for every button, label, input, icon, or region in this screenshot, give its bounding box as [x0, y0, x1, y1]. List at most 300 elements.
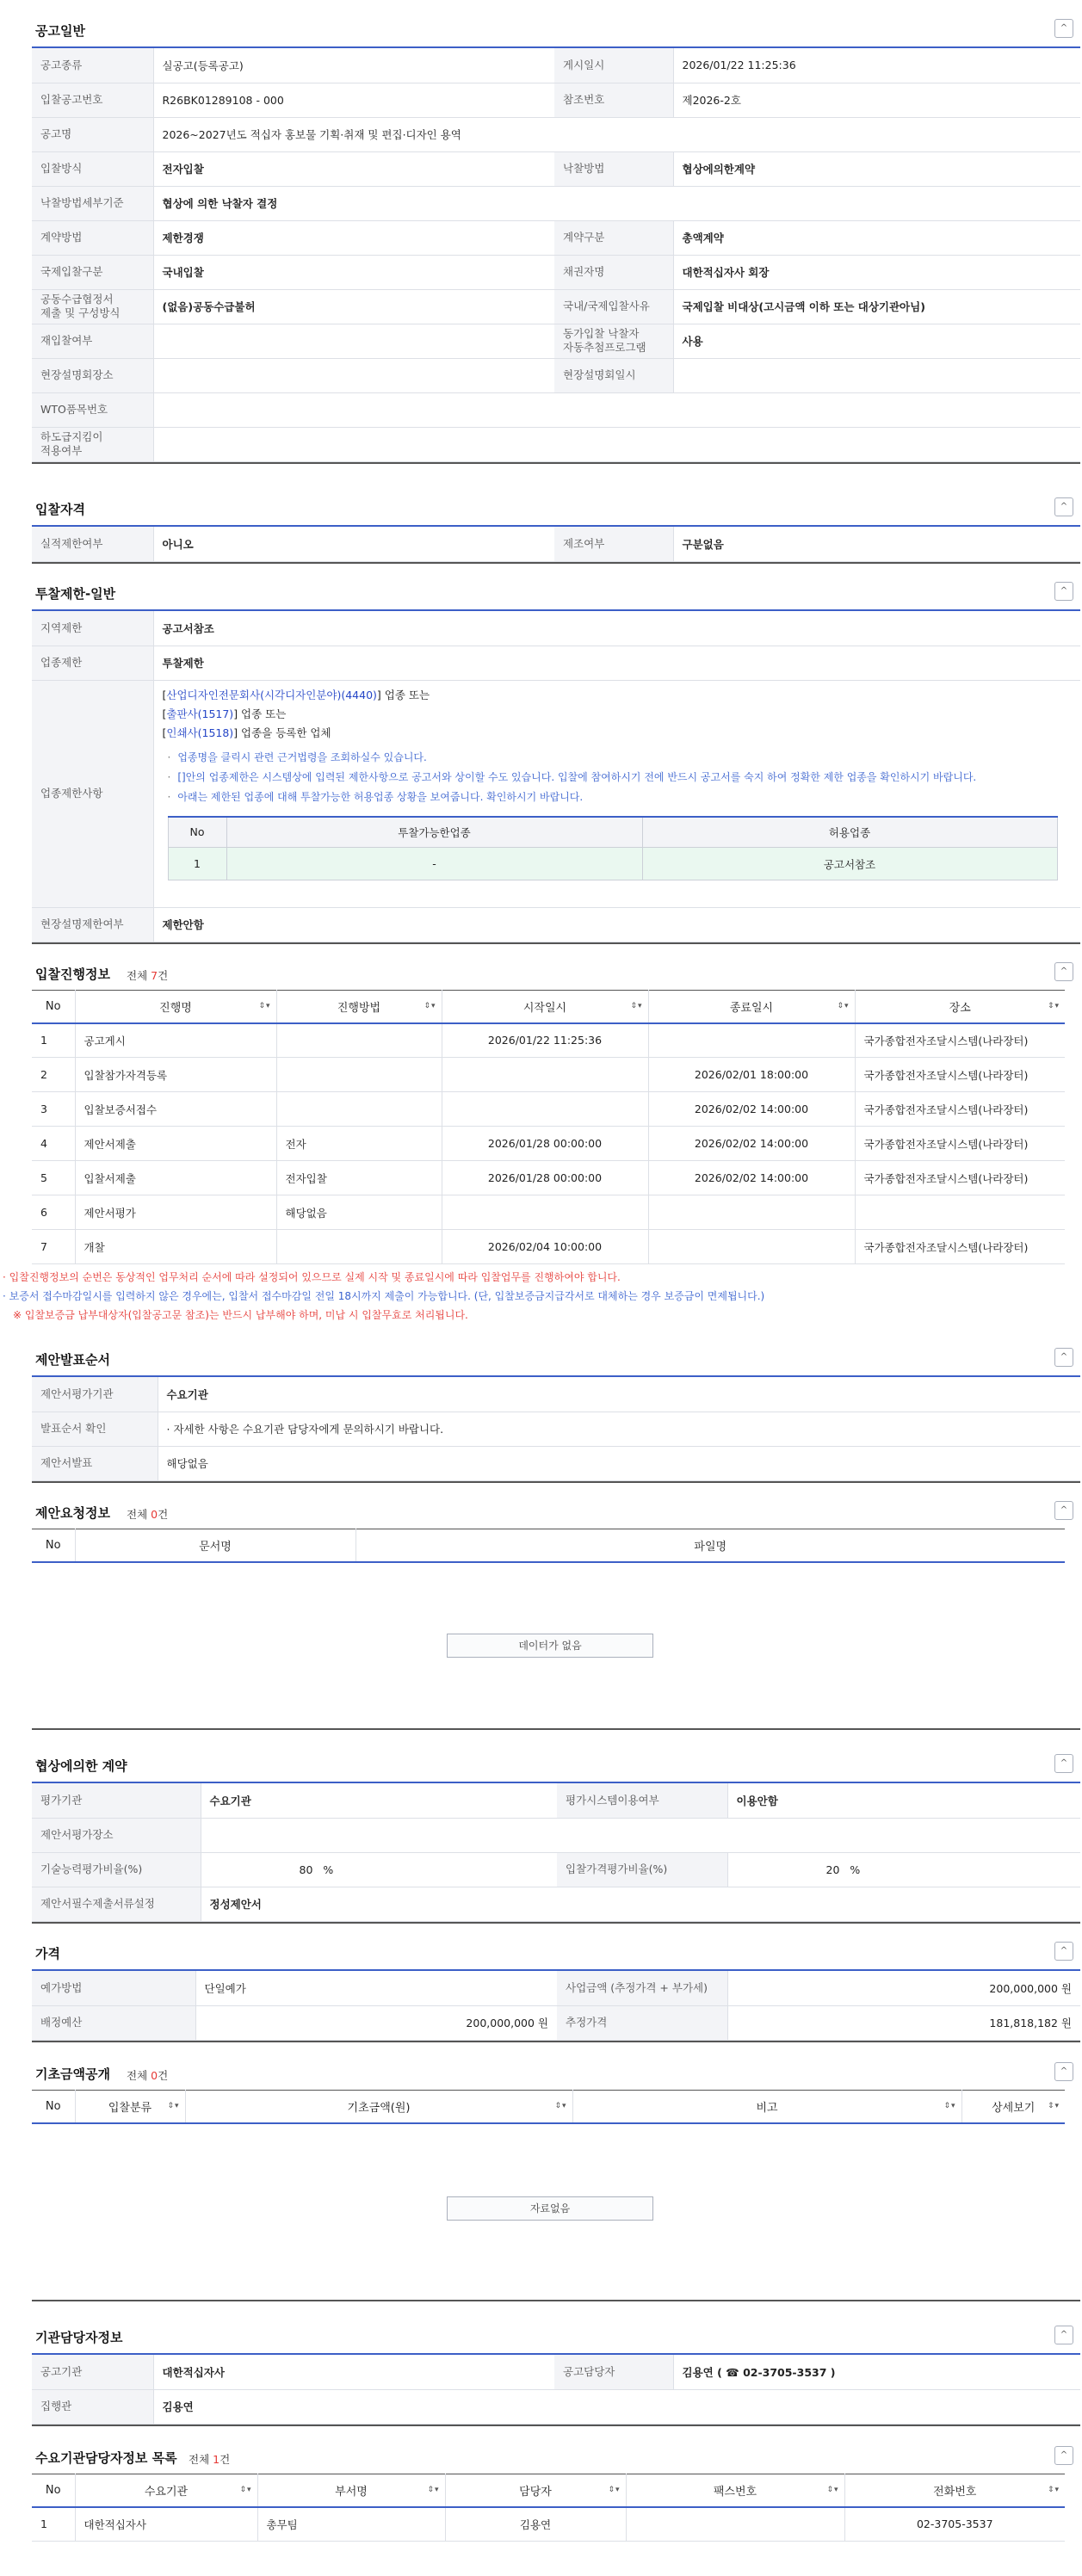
column-header[interactable] [855, 991, 1065, 1023]
header-label: 기초금액(원) [347, 2101, 411, 2115]
cell: 5 [32, 1161, 75, 1195]
header-label: 진행명 [159, 1001, 192, 1015]
industry-link[interactable]: 산업디자인전문회사(시각디자인분야)(4440) [166, 688, 377, 701]
industry-link[interactable]: 인쇄사(1518) [166, 726, 234, 739]
value: 김용연 ( ☎ 02-3705-3537 ) [673, 2355, 1080, 2389]
cell: 제안서제출 [75, 1127, 276, 1161]
bracket: [ [162, 726, 167, 739]
bracket: [ [162, 688, 167, 701]
table-row [32, 1230, 1065, 1264]
label: 추정가격 [557, 2005, 727, 2040]
sort-filter-icon[interactable]: ⇕▾ [167, 2102, 180, 2110]
column-header [32, 2091, 75, 2123]
table-row [32, 1195, 1065, 1230]
section-presentation [32, 1341, 1080, 1483]
cell: 입찰서제출 [75, 1161, 276, 1195]
header-label: 전화번호 [933, 2485, 977, 2499]
column-header[interactable] [572, 2091, 961, 2123]
label: 공고담당자 [554, 2355, 673, 2389]
sort-filter-icon[interactable]: ⇕▾ [1047, 2486, 1060, 2494]
label-line: 동가입찰 낙찰자 [563, 327, 640, 340]
base-amount-table [32, 2090, 1065, 2124]
cell: 1 [32, 2507, 75, 2542]
count-prefix: 전체 [127, 2069, 148, 2082]
label: 현장설명회장소 [32, 358, 153, 392]
collapse-toggle-icon[interactable]: ^ [1054, 582, 1073, 601]
cell: 국가종합전자조달시스템(나라장터) [855, 1230, 1065, 1264]
value: 181,818,182 원 [727, 2005, 1080, 2040]
section-qualification [32, 491, 1080, 564]
table-row [32, 1023, 1065, 1058]
header-label: No [45, 2099, 61, 2113]
label: 지역제한 [32, 611, 153, 646]
value: 총액계약 [673, 220, 1080, 255]
collapse-toggle-icon[interactable]: ^ [1054, 1942, 1073, 1961]
label: 채권자명 [554, 255, 673, 289]
sort-filter-icon[interactable]: ⇕▾ [1047, 1002, 1060, 1010]
record-count [127, 967, 168, 983]
value: 2026/01/22 11:25:36 [673, 48, 1080, 83]
count-prefix: 전체 [127, 969, 148, 982]
label: 제안서평가장소 [32, 1818, 201, 1852]
cell [442, 1092, 648, 1127]
collapse-toggle-icon[interactable]: ^ [1054, 1501, 1073, 1520]
value: 대한적십자사 회장 [673, 255, 1080, 289]
agency-table [32, 2355, 1080, 2425]
ratio-unit: % [850, 1863, 861, 1876]
note-line: · 입찰진행정보의 순번은 동상적인 업무처리 순서에 따라 설정되어 있으므로 실제 시작 및 종료일시에 따라 입찰업무를 진행하여야 합니다. [3, 1271, 621, 1283]
value: 제2026-2호 [673, 83, 1080, 117]
cell: 1 [168, 848, 226, 880]
price-table [32, 1971, 1080, 2041]
ratio-unit: % [323, 1863, 334, 1876]
section-demand [32, 2439, 1080, 2542]
empty-message: 데이터가 없음 [447, 1634, 653, 1658]
collapse-toggle-icon[interactable]: ^ [1054, 2062, 1073, 2081]
column-header: 파일명 [356, 1529, 1065, 1562]
cell [648, 1023, 855, 1058]
table-row [32, 2507, 1065, 2542]
label: 제안서평가기관 [32, 1377, 158, 1412]
value: 수요기관 [201, 1783, 557, 1818]
header-label: 장소 [949, 1001, 971, 1015]
cell: 2026/02/02 14:00:00 [648, 1092, 855, 1127]
header-label: No [45, 999, 61, 1013]
column-header[interactable] [75, 991, 276, 1023]
column-header[interactable] [445, 2474, 626, 2507]
label: 국제입찰구분 [32, 255, 153, 289]
value: · 자세한 사항은 수요기관 담당자에게 문의하시기 바랍니다. [158, 1412, 1080, 1446]
section-title: 입찰자격 [35, 502, 85, 517]
cell: 개찰 [75, 1230, 276, 1264]
bracket: [ [162, 707, 167, 720]
label: 기술능력평가비율(%) [32, 1852, 201, 1887]
label: 낙찰방법세부기준 [32, 186, 153, 220]
label: 국내/국제입찰사유 [554, 289, 673, 324]
header-label: 진행방법 [337, 1001, 381, 1015]
collapse-toggle-icon[interactable]: ^ [1054, 19, 1073, 38]
qualification-table [32, 527, 1080, 562]
cell: 7 [32, 1230, 75, 1264]
label: 제안서필수제출서류설정 [32, 1887, 201, 1921]
value: 전자입찰 [153, 151, 554, 186]
label: 현장설명회일시 [554, 358, 673, 392]
sort-filter-icon[interactable]: ⇕▾ [608, 2486, 621, 2494]
section-progress [3, 955, 1080, 1325]
industry-suffix: ] 업종을 등록한 업체 [233, 726, 331, 739]
value [153, 392, 1080, 427]
collapse-toggle-icon[interactable]: ^ [1054, 1348, 1073, 1367]
record-count [127, 2067, 168, 2083]
label: 게시일시 [554, 48, 673, 83]
section-end-rule [32, 2425, 1080, 2426]
value: 공고서참조 [153, 611, 1080, 646]
section-title: 제안발표순서 [35, 1352, 110, 1368]
label: 배정예산 [32, 2005, 195, 2040]
label: 현장설명제한여부 [32, 907, 153, 942]
cell: 제안서평가 [75, 1195, 276, 1230]
allowed-industry-table [168, 816, 1058, 881]
label: 실적제한여부 [32, 527, 153, 561]
cell: 국가종합전자조달시스템(나라장터) [855, 1058, 1065, 1092]
header-label: No [45, 2483, 61, 2497]
cell: 2026/01/28 00:00:00 [442, 1161, 648, 1195]
cell: 대한적십자사 [75, 2507, 257, 2542]
section-title: 기초금액공개 [35, 2066, 110, 2082]
cell: 국가종합전자조달시스템(나라장터) [855, 1092, 1065, 1127]
label: 계약방법 [32, 220, 153, 255]
sort-filter-icon[interactable]: ⇕▾ [837, 1002, 850, 1010]
note-text: 보증서 접수마감일시를 입력하지 않은 경우에는, 입찰서 접수마감일 전일 18시까지 제출이 가능합니다. (단, 입찰보증금지급각서로 대체하는 경우 보증금이 면제됩니다.) [9, 1290, 765, 1302]
cell: 3 [32, 1092, 75, 1127]
industry-line [163, 705, 1073, 724]
value [153, 358, 554, 392]
cell: 2 [32, 1058, 75, 1092]
cell: 총무팀 [257, 2507, 445, 2542]
cell: 6 [32, 1195, 75, 1230]
label: 제조여부 [554, 527, 673, 561]
industry-suffix: ] 업종 또는 [376, 688, 430, 701]
cell: 2026/01/28 00:00:00 [442, 1127, 648, 1161]
header-label: 시작일시 [522, 1001, 567, 1015]
sort-filter-icon[interactable]: ⇕▾ [427, 2486, 440, 2494]
label: 공고명 [32, 117, 153, 151]
cell: 2026/02/01 18:00:00 [648, 1058, 855, 1092]
section-end-rule [32, 1922, 1080, 1924]
section-title: 제안요청정보 [35, 1505, 110, 1521]
label: 공고기관 [32, 2355, 153, 2389]
count-prefix: 전체 [127, 1508, 148, 1521]
count-suffix: 건 [158, 2069, 169, 2082]
record-count [127, 1506, 168, 1522]
cell: 4 [32, 1127, 75, 1161]
label: 집행관 [32, 2389, 153, 2424]
value: 수요기관 [158, 1377, 1080, 1412]
column-header[interactable] [75, 2091, 185, 2123]
demand-table [32, 2474, 1065, 2542]
label-line: 제출 및 구성방식 [40, 306, 121, 319]
industry-notes [163, 748, 1073, 807]
section-general [32, 12, 1080, 464]
empty-message: 자료없음 [447, 2196, 653, 2221]
section-price [32, 1935, 1080, 2042]
collapse-toggle-icon[interactable]: ^ [1054, 1754, 1073, 1773]
value [201, 1852, 557, 1887]
section-end-rule [32, 942, 1080, 944]
negotiation-table [32, 1783, 1080, 1922]
cell: - [226, 848, 642, 880]
section-bid-limit [32, 575, 1080, 944]
note-line: ※ 입찰보증금 납부대상자(입찰공고문 참조)는 반드시 납부해야 하며, 미납 시 입찰무효로 처리됩니다. [13, 1309, 468, 1321]
section-end-rule [32, 1481, 1080, 1483]
note-item: · []안의 업종제한은 시스템상에 입력된 제한사항으로 공고서와 상이할 수도 있습니다. 입찰에 참여하시기 전에 반드시 공고서를 숙지 하여 정확한 제한 업종을 확인하시기 바랍니다. [168, 768, 1073, 788]
column-header: 문서명 [75, 1529, 356, 1562]
column-header[interactable] [442, 991, 648, 1023]
label: 사업금액 (추정가격 + 부가세) [557, 1971, 727, 2005]
progress-notes [3, 1268, 1079, 1325]
value-text: 자세한 사항은 수요기관 담당자에게 문의하시기 바랍니다. [173, 1423, 444, 1436]
header-label: 팩스번호 [713, 2485, 757, 2499]
sort-filter-icon[interactable]: ⇕▾ [258, 1002, 271, 1010]
ratio-value: 80 [299, 1863, 313, 1876]
label: 제안서발표 [32, 1446, 158, 1480]
label [32, 289, 153, 324]
section-title: 기관담당자정보 [35, 2330, 123, 2345]
industry-line [163, 686, 1073, 705]
cell: 2026/02/04 10:00:00 [442, 1230, 648, 1264]
collapse-toggle-icon[interactable]: ^ [1054, 2326, 1073, 2344]
value: 국내입찰 [153, 255, 554, 289]
cell: 입찰참가자격등록 [75, 1058, 276, 1092]
value: 제한안함 [153, 907, 1080, 942]
section-title: 협상에의한 계약 [35, 1758, 127, 1774]
cell [442, 1195, 648, 1230]
section-title: 가격 [35, 1946, 60, 1961]
label: 낙찰방법 [554, 151, 673, 186]
value [673, 358, 1080, 392]
section-title: 입찰진행정보 [35, 967, 110, 982]
value: 정성제안서 [201, 1887, 1080, 1921]
cell [276, 1023, 442, 1058]
value: 해당없음 [158, 1446, 1080, 1480]
label: 입찰공고번호 [32, 83, 153, 117]
label-line: 하도급지킴이 [40, 430, 103, 443]
value: 이용안함 [727, 1783, 1080, 1818]
sort-filter-icon[interactable]: ⇕▾ [943, 2102, 956, 2110]
cell: 2026/01/22 11:25:36 [442, 1023, 648, 1058]
value: 국제입찰 비대상(고시금액 이하 또는 대상기관아님) [673, 289, 1080, 324]
value: 협상에의한계약 [673, 151, 1080, 186]
progress-table [32, 990, 1065, 1264]
section-end-rule [32, 562, 1080, 564]
section-base-amount [32, 2055, 1080, 2296]
column-header: No [168, 817, 226, 848]
cell [626, 2507, 844, 2542]
label-line: 자동추첨프로그램 [563, 341, 646, 354]
column-header: No [32, 1529, 75, 1562]
sort-filter-icon[interactable]: ⇕▾ [630, 1002, 643, 1010]
request-docs-table [32, 1529, 1065, 1563]
bid-limit-table [32, 611, 1080, 942]
table-row [168, 848, 1057, 880]
column-header[interactable] [276, 991, 442, 1023]
cell [648, 1195, 855, 1230]
column-header: 허용업종 [642, 817, 1057, 848]
presentation-table [32, 1377, 1080, 1481]
value: 협상에 의한 낙찰자 결정 [153, 186, 1080, 220]
value: (없음)공동수급불허 [153, 289, 554, 324]
value [727, 1852, 1080, 1887]
label: 업종제한사항 [32, 680, 153, 907]
label [554, 324, 673, 358]
label: 발표순서 확인 [32, 1412, 158, 1446]
value: 대한적십자사 [153, 2355, 554, 2389]
note-item: · 업종명을 클릭시 관련 근거법령을 조회하실수 있습니다. [168, 748, 1073, 768]
cell: 전자입찰 [276, 1161, 442, 1195]
count-number: 0 [151, 1508, 158, 1521]
industry-detail [153, 680, 1080, 907]
value: 단일예가 [195, 1971, 557, 2005]
table-row [32, 1092, 1065, 1127]
sort-filter-icon[interactable]: ⇕▾ [1047, 2102, 1060, 2110]
column-header[interactable] [626, 2474, 844, 2507]
label: 입찰방식 [32, 151, 153, 186]
count-number: 1 [213, 2453, 220, 2466]
table-row [32, 1127, 1065, 1161]
label: 참조번호 [554, 83, 673, 117]
column-header: 투찰가능한업종 [226, 817, 642, 848]
cell [442, 1058, 648, 1092]
label [32, 427, 153, 461]
count-suffix: 건 [158, 1508, 169, 1521]
value: 제한경쟁 [153, 220, 554, 255]
column-header[interactable] [648, 991, 855, 1023]
label: 업종제한 [32, 646, 153, 680]
cell: 2026/02/02 14:00:00 [648, 1127, 855, 1161]
cell [855, 1195, 1065, 1230]
label-line: 적용여부 [40, 444, 83, 457]
cell: 전자 [276, 1127, 442, 1161]
label: 평가시스템이용여부 [557, 1783, 727, 1818]
section-negotiation [32, 1747, 1080, 1924]
column-header[interactable] [75, 2474, 257, 2507]
value [153, 324, 554, 358]
note-text: 입찰진행정보의 순번은 동상적인 업무처리 순서에 따라 설정되어 있으므로 실제 시작 및 종료일시에 따라 입찰업무를 진행하여야 합니다. [9, 1271, 621, 1283]
cell: 02-3705-3537 [844, 2507, 1065, 2542]
sort-filter-icon[interactable]: ⇕▾ [826, 2486, 839, 2494]
cell: 공고서참조 [642, 848, 1057, 880]
cell: 김용연 [445, 2507, 626, 2542]
column-header[interactable] [844, 2474, 1065, 2507]
table-row [32, 1161, 1065, 1195]
collapse-toggle-icon[interactable]: ^ [1054, 497, 1073, 516]
notice-title: 2026~2027년도 적십자 홍보물 기획·취재 및 편집·디자인 용역 [153, 117, 1080, 151]
general-table [32, 48, 1080, 462]
industry-line [163, 724, 1073, 743]
column-header[interactable] [961, 2091, 1065, 2123]
collapse-toggle-icon[interactable]: ^ [1054, 962, 1073, 981]
cell: 해당없음 [276, 1195, 442, 1230]
cell: 입찰보증서접수 [75, 1092, 276, 1127]
count-suffix: 건 [158, 969, 169, 982]
value: 투찰제한 [153, 646, 1080, 680]
value: 200,000,000 원 [195, 2005, 557, 2040]
label-line: 공동수급협정서 [40, 293, 114, 306]
value: 사용 [673, 324, 1080, 358]
column-header [32, 2474, 75, 2507]
cell: 2026/02/02 14:00:00 [648, 1161, 855, 1195]
cell: 국가종합전자조달시스템(나라장터) [855, 1127, 1065, 1161]
value: 구분없음 [673, 527, 1080, 561]
section-end-rule [32, 462, 1080, 464]
count-number: 0 [151, 2069, 158, 2082]
section-divider [32, 1728, 1080, 1730]
cell [276, 1092, 442, 1127]
cell: 국가종합전자조달시스템(나라장터) [855, 1161, 1065, 1195]
cell: 1 [32, 1023, 75, 1058]
column-header[interactable] [185, 2091, 572, 2123]
label: 예가방법 [32, 1971, 195, 2005]
record-count [189, 2451, 230, 2467]
header-label: 비고 [756, 2101, 778, 2115]
cell: 국가종합전자조달시스템(나라장터) [855, 1023, 1065, 1058]
note-item: · 아래는 제한된 업종에 대해 투찰가능한 허용업종 상황을 보여줍니다. 확인하시기 바랍니다. [168, 788, 1073, 807]
value: 200,000,000 원 [727, 1971, 1080, 2005]
section-agency [32, 2319, 1080, 2426]
section-title: 투찰제한-일반 [35, 586, 116, 602]
label: 입찰가격평가비율(%) [557, 1852, 727, 1887]
section-title: 수요기관담당자정보 목록 [35, 2450, 177, 2466]
collapse-toggle-icon[interactable]: ^ [1054, 2446, 1073, 2465]
header-label: 상세보기 [992, 2101, 1036, 2115]
header-label: 담당자 [519, 2485, 552, 2499]
note-line: · 보증서 접수마감일시를 입력하지 않은 경우에는, 입찰서 접수마감일 전일 18시까지 제출이 가능합니다. (단, 입찰보증금지급각서로 대체하는 경우 보증금이 면제됩니다.) [3, 1290, 765, 1302]
column-header[interactable] [257, 2474, 445, 2507]
header-label: 종료일시 [729, 1001, 774, 1015]
section-end-rule [32, 2041, 1080, 2042]
cell: 공고게시 [75, 1023, 276, 1058]
value: 실공고(등록공고) [153, 48, 554, 83]
industry-lines [163, 686, 1073, 743]
header-label: 부서명 [335, 2485, 368, 2499]
column-header [32, 991, 75, 1023]
value: R26BK01289108 - 000 [153, 83, 554, 117]
sort-filter-icon[interactable]: ⇕▾ [554, 2102, 567, 2110]
industry-suffix: ] 업종 또는 [233, 707, 287, 720]
section-request-docs [32, 1494, 1080, 1727]
value [201, 1818, 1080, 1852]
sort-filter-icon[interactable]: ⇕▾ [239, 2486, 252, 2494]
sort-filter-icon[interactable]: ⇕▾ [424, 1002, 436, 1010]
header-label: 수요기관 [144, 2485, 189, 2499]
industry-link[interactable]: 출판사(1517) [166, 707, 234, 720]
ratio-value: 20 [825, 1863, 840, 1876]
table-row [32, 1058, 1065, 1092]
label: 평가기관 [32, 1783, 201, 1818]
section-divider [32, 2300, 1080, 2301]
label: 재입찰여부 [32, 324, 153, 358]
value [153, 427, 1080, 461]
label: 계약구분 [554, 220, 673, 255]
cell [276, 1230, 442, 1264]
label: 공고종류 [32, 48, 153, 83]
count-suffix: 건 [219, 2453, 231, 2466]
label: WTO품목번호 [32, 392, 153, 427]
count-prefix: 전체 [189, 2453, 210, 2466]
cell [276, 1058, 442, 1092]
value: 김용연 [153, 2389, 1080, 2424]
section-title: 공고일반 [35, 23, 85, 39]
